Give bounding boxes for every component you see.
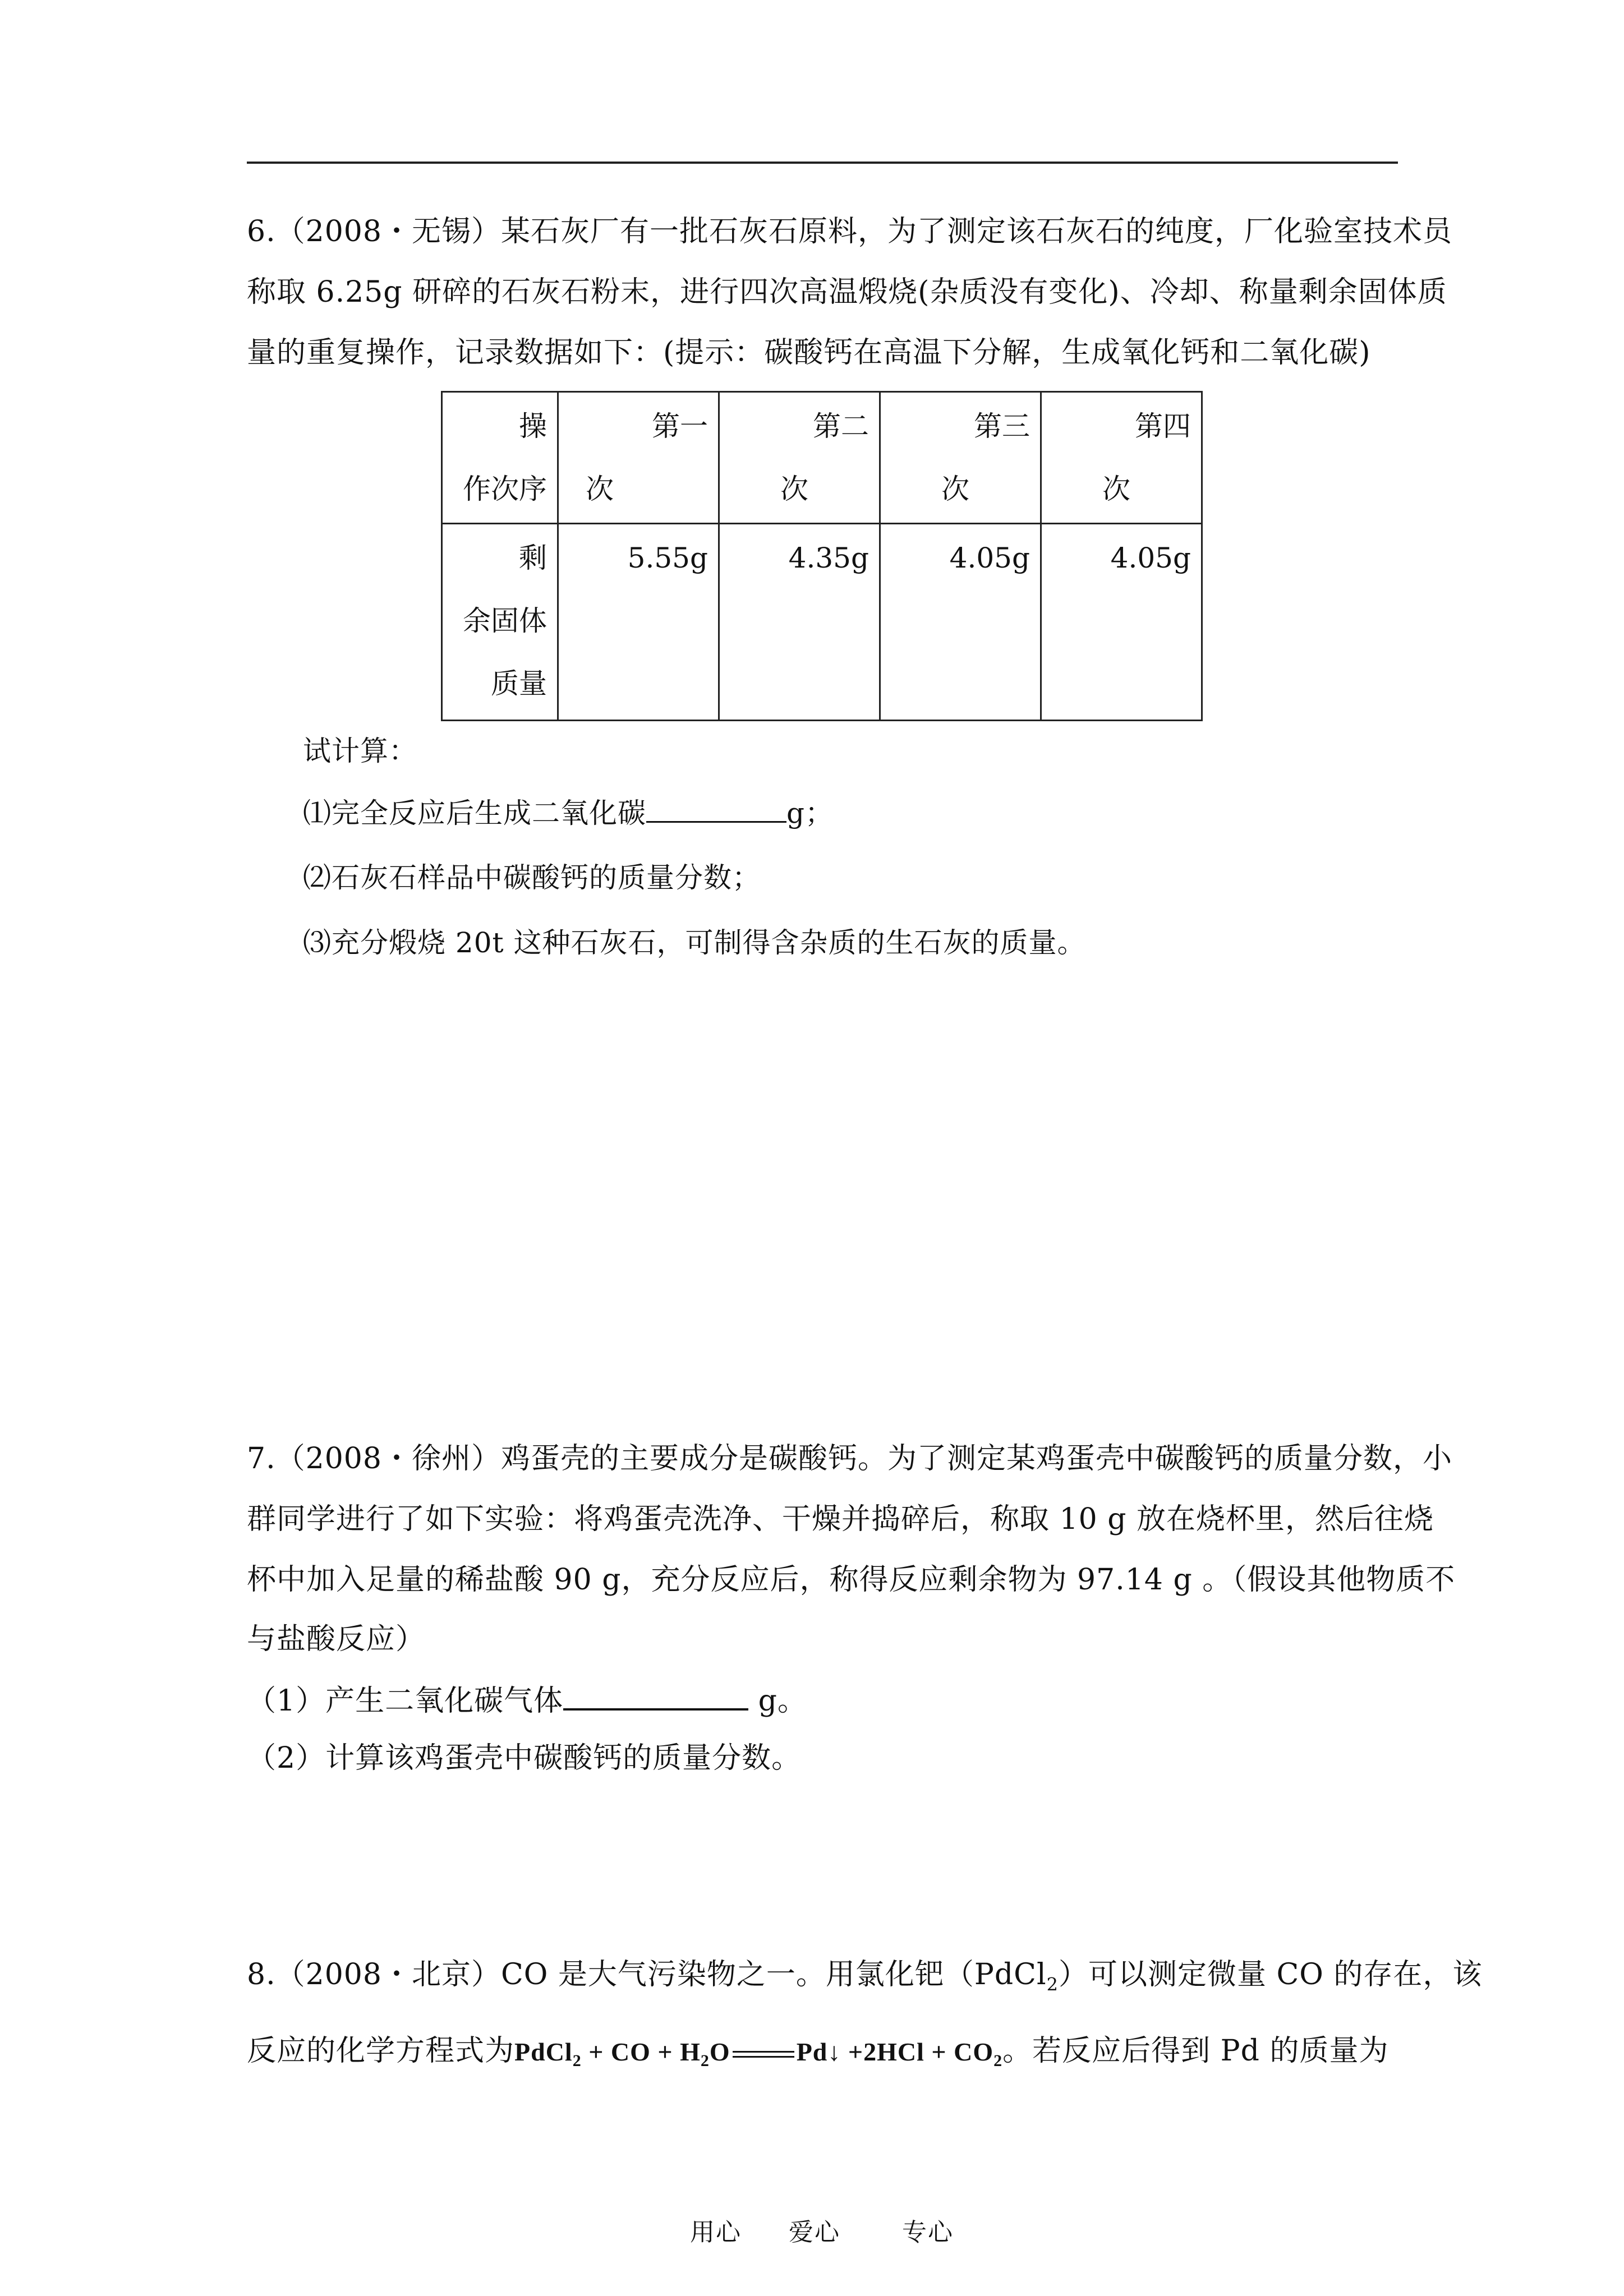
q7-sub-1-unit: g。 — [748, 1684, 807, 1718]
header-text: 质量 — [491, 667, 547, 700]
q8-line-1-text: 8.（2008・北京）CO 是大气污染物之一。用氯化钯（PdCl — [247, 1958, 1047, 1991]
answer-blank[interactable] — [563, 1679, 748, 1711]
table-cell — [719, 392, 880, 524]
cell-text: 次 — [780, 473, 808, 505]
footer-text-1: 用心 — [690, 2218, 742, 2247]
subscript: 2 — [993, 2051, 1003, 2071]
table-row-header — [442, 524, 558, 721]
table-row — [442, 524, 1202, 721]
q6-sub-1-text: ⑴完全反应后生成二氧化碳 — [303, 797, 646, 829]
eq-term: + CO + H — [581, 2037, 701, 2066]
chemical-equation — [514, 2037, 1003, 2071]
cell-value: 4.35g — [788, 542, 869, 574]
q6-sub-3: ⑶充分煅烧 20t 这种石灰石，可制得含杂质的生石灰的质量。 — [303, 926, 1086, 959]
cell-text: 第一 — [652, 410, 708, 442]
q6-sub-1 — [303, 792, 834, 833]
footer-text-2: 爱心 — [789, 2218, 840, 2247]
eq-term: PdCl — [514, 2037, 573, 2066]
cell-text: 次 — [941, 473, 969, 505]
table-cell — [1041, 524, 1202, 721]
cell-value: 5.55g — [627, 542, 708, 574]
q8-line-2-text: 反应的化学方程式为 — [247, 2034, 515, 2068]
table-cell — [1041, 392, 1202, 524]
table-cell — [719, 524, 880, 721]
q7-sub-2: （2）计算该鸡蛋壳中碳酸钙的质量分数。 — [247, 1741, 802, 1775]
header-rule — [247, 162, 1398, 164]
q6-line-3: 量的重复操作，记录数据如下：(提示：碳酸钙在高温下分解，生成氧化钙和二氧化碳) — [247, 336, 1371, 370]
footer-text-3: 专心 — [902, 2218, 954, 2247]
header-text: 剩 — [519, 542, 547, 574]
q8-line-1-text-cont: ）可以测定微量 CO 的存在，该 — [1058, 1958, 1483, 1991]
equals-sign-icon — [733, 2051, 794, 2058]
down-arrow-icon: ↓ — [827, 2037, 841, 2066]
answer-blank[interactable] — [646, 792, 786, 823]
q7-line-2: 群同学进行了如下实验：将鸡蛋壳洗净、干燥并捣碎后，称取 10 g 放在烧杯里，然后往烧 — [247, 1502, 1434, 1536]
q8-line-2-text-cont: 。若反应后得到 Pd 的质量为 — [1002, 2034, 1389, 2068]
q7-line-4: 与盐酸反应） — [247, 1622, 426, 1656]
header-text: 余固体 — [463, 605, 547, 637]
cell-text: 次 — [586, 473, 614, 505]
header-text: 作次序 — [463, 473, 547, 505]
q8-line-1 — [247, 1955, 1482, 2004]
q7-line-3: 杯中加入足量的稀盐酸 90 g，充分反应后，称得反应剩余物为 97.14 g 。（假设其他物质不 — [247, 1563, 1456, 1597]
q8-line-2 — [247, 2031, 1388, 2081]
q7-sub-1 — [247, 1679, 807, 1721]
q6-line-1: 6.（2008・无锡）某石灰厂有一批石灰石原料，为了测定该石灰石的纯度，厂化验室技术员 — [247, 215, 1452, 248]
subscript: 2 — [1046, 1974, 1059, 1995]
q7-sub-1-text: （1）产生二氧化碳气体 — [247, 1684, 564, 1718]
eq-term: Pd — [796, 2037, 828, 2066]
table-row — [442, 392, 1202, 524]
q6-line-2: 称取 6.25g 研碎的石灰石粉末，进行四次高温煅烧(杂质没有变化)、冷却、称量剩余固体质 — [247, 275, 1447, 309]
subscript: 2 — [572, 2051, 582, 2071]
cell-text: 第三 — [974, 410, 1030, 442]
cell-text: 第二 — [813, 410, 869, 442]
table-cell — [558, 392, 719, 524]
eq-term: O — [709, 2037, 730, 2066]
subscript: 2 — [700, 2051, 710, 2071]
q6-sub-1-unit: g； — [786, 797, 834, 829]
header-text: 操 — [519, 410, 547, 442]
q6-sub-2: ⑵石灰石样品中碳酸钙的质量分数； — [303, 861, 761, 894]
eq-term: +2HCl + CO — [841, 2037, 994, 2066]
table-cell — [880, 524, 1041, 721]
q6-data-table — [441, 391, 1203, 721]
q7-line-1: 7.（2008・徐州）鸡蛋壳的主要成分是碳酸钙。为了测定某鸡蛋壳中碳酸钙的质量分数，小 — [247, 1442, 1452, 1476]
table-cell — [880, 392, 1041, 524]
cell-text: 次 — [1102, 473, 1130, 505]
table-row-header — [442, 392, 558, 524]
q6-prompt: 试计算： — [303, 735, 417, 767]
cell-value: 4.05g — [1110, 542, 1191, 574]
table-cell — [558, 524, 719, 721]
cell-text: 第四 — [1135, 410, 1191, 442]
cell-value: 4.05g — [949, 542, 1030, 574]
